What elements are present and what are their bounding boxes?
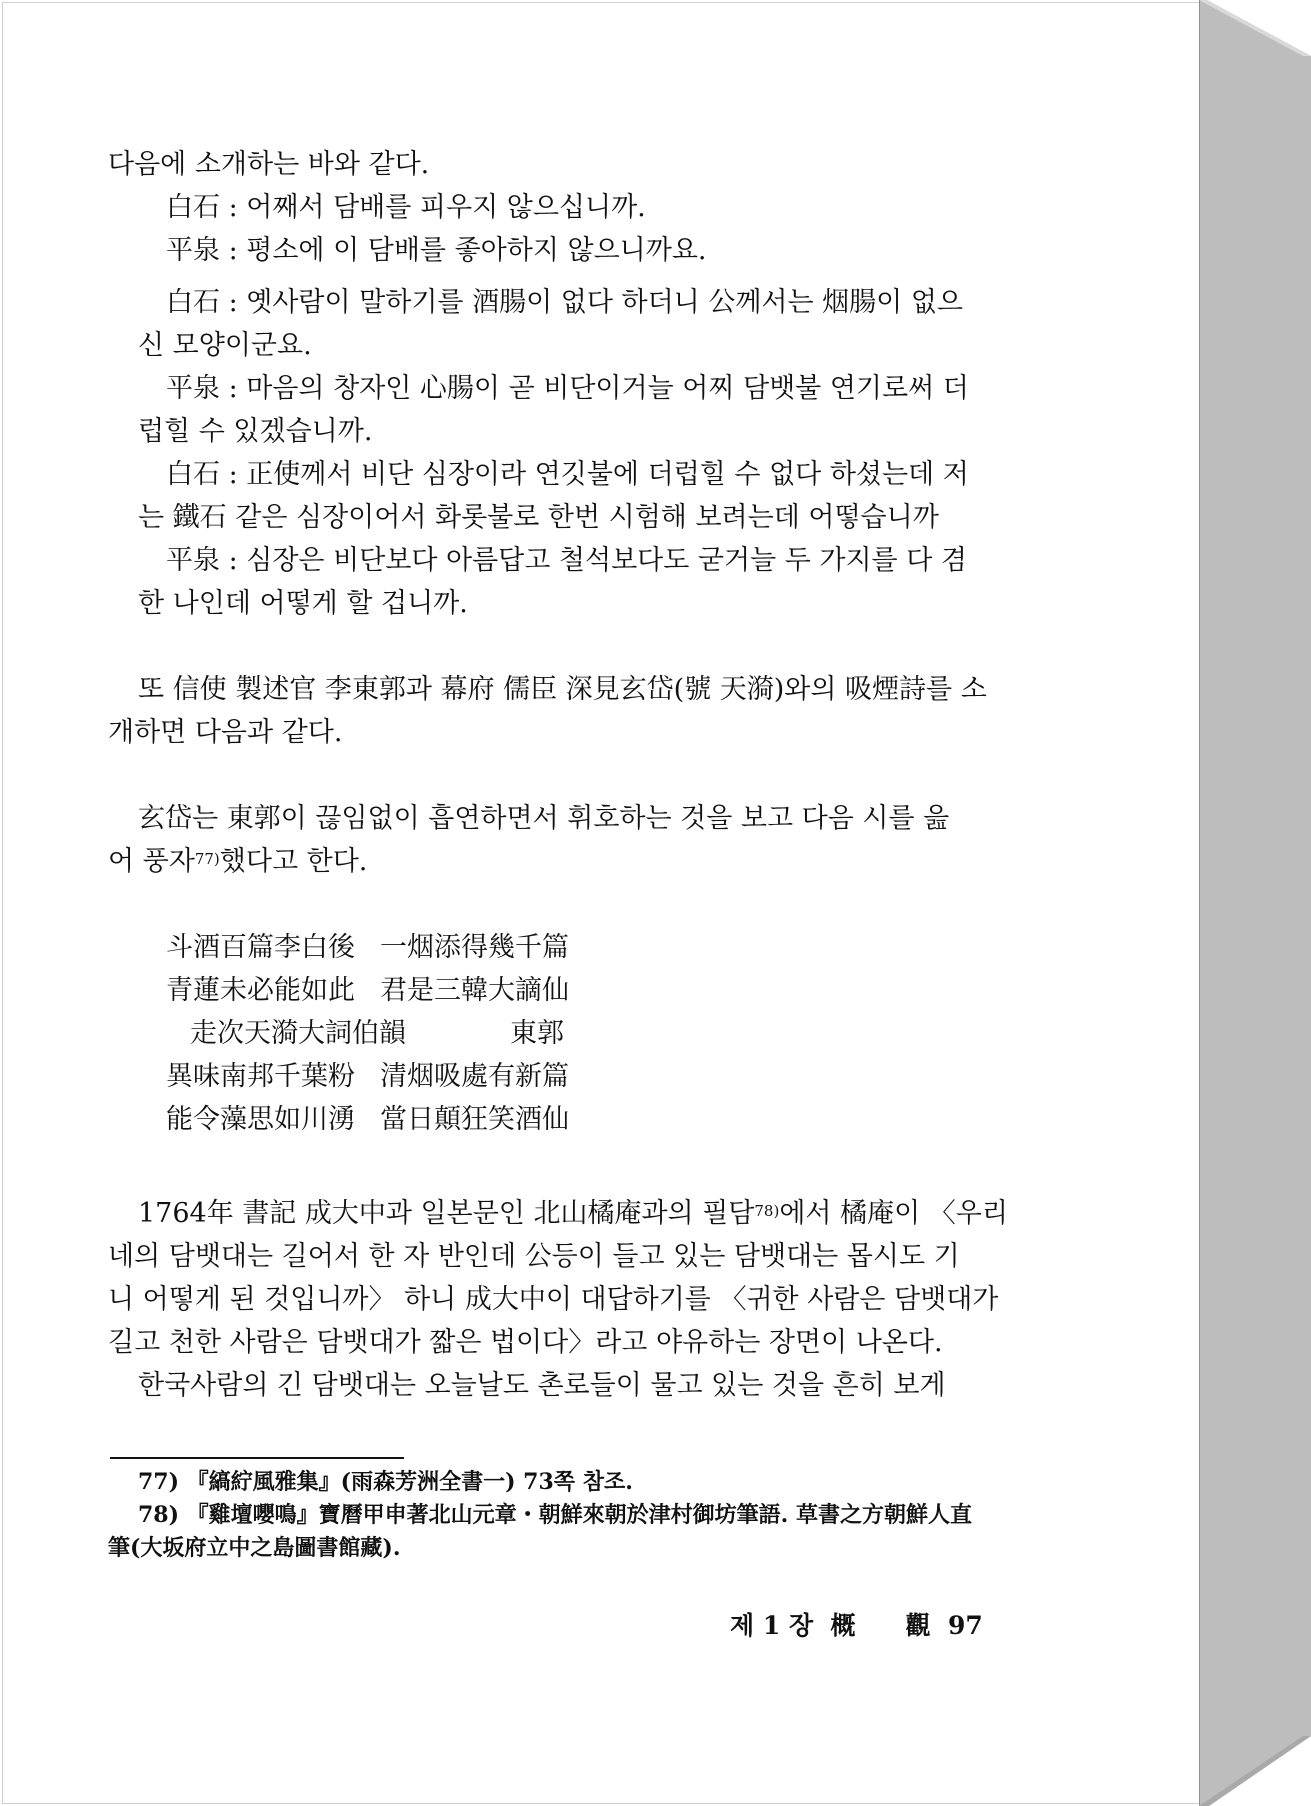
text-line — [108, 840, 367, 883]
text-line: 신 모양이군요. — [138, 330, 312, 361]
footnote-divider — [110, 1457, 404, 1459]
footnote-77: 77) 『縞紵風雅集』(雨森芳洲全書一) 73쪽 참조. — [138, 1469, 633, 1495]
text-fragment: 1764年 書記 成大中과 일본문인 北山橘庵과의 필담 — [138, 1198, 755, 1229]
text-line: 玄岱는 東郭이 끊임없이 흡연하면서 휘호하는 것을 보고 다음 시를 읊 — [138, 803, 950, 834]
text-line: 한국사람의 긴 담뱃대는 오늘날도 촌로들이 물고 있는 것을 흔히 보게 — [138, 1370, 946, 1401]
poem-title: 走次天漪大詞伯韻 — [190, 1018, 406, 1049]
text-fragment: 했다고 한다. — [219, 846, 368, 877]
text-line: 네의 담뱃대는 길어서 한 자 반인데 公등이 들고 있는 담뱃대는 몹시도 기 — [108, 1241, 960, 1272]
text-line: 白石 : 正使께서 비단 심장이라 연깃불에 더럽힐 수 없다 하셨는데 저 — [166, 459, 969, 490]
text-line: 니 어떻게 된 것입니까〉 하니 成大中이 대답하기를 〈귀한 사람은 담뱃대가 — [108, 1284, 999, 1315]
text-line: 는 鐵石 같은 심장이어서 화롯불로 한번 시험해 보려는데 어떻습니까 — [138, 502, 939, 533]
footnote-ref-78[interactable]: 78) — [754, 1202, 780, 1220]
poem-line: 當日顛狂笑酒仙 — [380, 1104, 569, 1135]
text-line — [138, 1192, 1008, 1235]
text-line: 럽힐 수 있겠습니까. — [138, 416, 373, 447]
text-line: 다음에 소개하는 바와 같다. — [108, 149, 430, 180]
text-line: 平泉 : 마음의 창자인 心腸이 곧 비단이거늘 어찌 담뱃불 연기로써 더 — [166, 373, 969, 404]
page-number: 97 — [947, 1611, 983, 1640]
text-line: 平泉 : 심장은 비단보다 아름답고 철석보다도 굳거늘 두 가지를 다 겸 — [166, 545, 967, 576]
text-fragment: 에서 橘庵이 〈우리 — [779, 1198, 1008, 1229]
poem-line: 異味南邦千葉粉 — [166, 1061, 355, 1092]
chapter-label: 제 1 장 — [730, 1611, 814, 1640]
poem-author: 東郭 — [510, 1018, 564, 1049]
text-line: 한 나인데 어떻게 할 겁니까. — [138, 588, 468, 619]
poem-line: 清烟吸處有新篇 — [380, 1061, 569, 1092]
book-thickness-edge — [1199, 0, 1311, 1806]
text-line: 길고 천한 사람은 담뱃대가 짧은 법이다〉라고 야유하는 장면이 나온다. — [108, 1327, 943, 1358]
poem-line: 能令藻思如川湧 — [166, 1104, 355, 1135]
poem-line: 斗酒百篇李白後 — [166, 932, 355, 963]
text-line: 또 信使 製述官 李東郭과 幕府 儒臣 深見玄岱(號 天漪)와의 吸煙詩를 소 — [138, 674, 987, 705]
page-footer — [730, 1606, 983, 1642]
text-line: 개하면 다음과 같다. — [108, 717, 343, 748]
text-line: 平泉 : 평소에 이 담배를 좋아하지 않으니까요. — [166, 235, 707, 266]
text-fragment: 어 풍자 — [108, 846, 195, 877]
text-line: 白石 : 어째서 담배를 피우지 않으십니까. — [166, 192, 646, 223]
poem-line: 一烟添得幾千篇 — [380, 932, 569, 963]
footnote-78: 78) 『雞壇嚶鳴』寶曆甲申著北山元章・朝鮮來朝於津村御坊筆語. 草書之方朝鮮人直 — [138, 1502, 973, 1528]
text-line: 白石 : 옛사람이 말하기를 酒腸이 없다 하더니 公께서는 烟腸이 없으 — [166, 287, 963, 318]
footnote-ref-77[interactable]: 77) — [194, 850, 220, 868]
chapter-title: 概 觀 — [830, 1611, 931, 1640]
poem-line: 君是三韓大謫仙 — [380, 975, 569, 1006]
poem-line: 青蓮未必能如此 — [166, 975, 355, 1006]
footnote-78-continued: 筆(大坂府立中之島圖書館藏). — [108, 1535, 401, 1561]
